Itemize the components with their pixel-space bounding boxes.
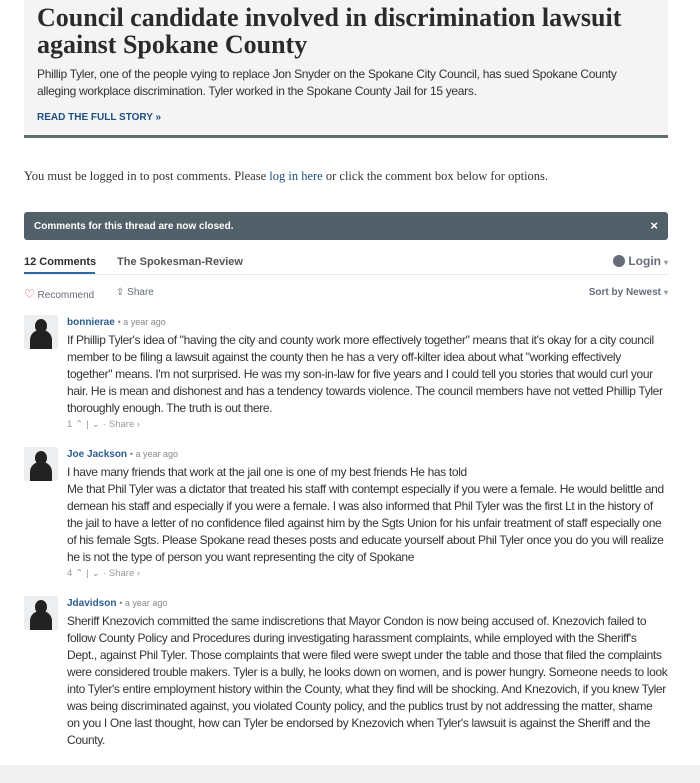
article-teaser <box>24 0 668 138</box>
comment-footer: 4 ⌃ | ⌄ · Share › <box>67 568 141 579</box>
login-note <box>24 168 700 184</box>
article-summary: Phillip Tyler, one of the people vying to replace Jon Snyder on the Spokane City Council, has sued Spokane County alleging workplace discrimination. Tyler worked in the Spokane County Jail for 15 years. <box>37 67 617 98</box>
comment-tabs <box>24 254 668 275</box>
comments-closed-text: Comments for this thread are now closed. <box>34 221 234 232</box>
recommend-label: Recommend <box>37 290 95 301</box>
comment-text: Sheriff Knezovich committed the same indiscretions that Mayor Condon is now being accused of. Knezovich failed to follow County Policy and Procedures during investigating harassment complaints, while employed with the Sheriff's Dept., against Phil Tyler. Those complaints that were filed were swept under the table and those that filed the complaints were considered trouble makers. Tyler is a bully, he looks down on women, and is power hungry. Someone needs to look into Tyler's entire employment history within the County, what they find will be shocking. And Knezovich, if you knew Tyler was being discriminated against, you violated County policy, and the publics trust by not addressing the matter, shame on you I One last thought, how can Tyler be endorsed by Knezovich when Tyler's lawsuit is against the Sheriff and the County. <box>67 614 668 747</box>
downvote-icon[interactable]: ⌄ <box>91 568 100 579</box>
article-title: Council candidate involved in discrimination lawsuit against Spokane County <box>37 3 622 59</box>
avatar[interactable] <box>24 447 58 481</box>
recommend-button[interactable] <box>24 287 94 301</box>
chevron-down-icon: ▾ <box>663 288 668 297</box>
vote-count: 4 <box>67 568 73 579</box>
avatar[interactable] <box>24 596 58 630</box>
log-in-link[interactable]: log in here <box>269 169 323 183</box>
login-label: Login <box>628 254 661 268</box>
login-button[interactable] <box>613 254 668 268</box>
comment-author[interactable]: bonnierae <box>67 317 115 328</box>
login-note-text-end: or click the comment box below for options. <box>322 169 549 183</box>
login-note-text: You must be logged in to post comments. Please <box>24 169 270 183</box>
close-icon[interactable]: × <box>650 218 658 233</box>
comment <box>24 315 668 431</box>
comments-closed-banner <box>24 212 668 240</box>
comment-text: If Phillip Tyler's idea of "having the city and county work more effectively together" means that it's okay for a city council member to be filing a lawsuit against the county then he has a very off-kilter idea about what "working effectively together" means. I'm not surprised. He was my son-in-law for five years and I could tell you stories that would curl your hair. He is mean and dishonest and has a tendency towards violence. The council members have not vetted Phillip Tyler thoroughly enough. The truth is out there. <box>67 333 663 415</box>
comment-share-link[interactable]: Share › <box>108 419 141 430</box>
active-tab-indicator <box>24 272 95 274</box>
upvote-icon[interactable]: ⌃ <box>75 568 84 579</box>
page-footer-band <box>0 765 700 783</box>
comment-footer: 1 ⌃ | ⌄ · Share › <box>67 419 141 430</box>
tab-community[interactable]: The Spokesman-Review <box>117 256 243 268</box>
heart-icon: ♡ <box>24 287 35 301</box>
comment-time[interactable]: • a year ago <box>129 449 179 459</box>
upvote-icon[interactable]: ⌃ <box>75 419 84 430</box>
share-button[interactable] <box>116 287 154 298</box>
comment-share-link[interactable]: Share › <box>108 568 141 579</box>
sort-label: Sort by Newest <box>588 287 661 298</box>
chat-bubble-icon <box>613 255 625 267</box>
comment-author[interactable]: Joe Jackson <box>67 449 128 460</box>
comment-time[interactable]: • a year ago <box>117 317 166 327</box>
avatar[interactable] <box>24 315 58 349</box>
share-label: Share <box>127 287 154 298</box>
chevron-down-icon: ▾ <box>663 258 668 267</box>
vote-count: 1 <box>67 419 73 430</box>
thread-actions <box>24 287 668 301</box>
comment-author[interactable]: Jdavidson <box>67 598 117 609</box>
comment-text: I have many friends that work at the jail one is one of my best friends He has told Me that Phil Tyler was a dictator that treated his staff with contempt especially if you were a female. He would belittle and demean his staff and especially if you were a female. I was also informed that Phil Tyler was the first Lt in the history of the jail to have a letter of no confidence filed against him by the Sgts Union for his unfair treatment of staff especially one of his female Sgts. Please Spokane read theses posts and educate yourself about Phil Tyler once you do you will realize he is not the type of person you want representing the city of Spokane <box>67 465 664 564</box>
comment-time[interactable]: • a year ago <box>119 598 168 608</box>
downvote-icon[interactable]: ⌄ <box>91 419 100 430</box>
read-full-story-link[interactable]: READ THE FULL STORY » <box>37 112 162 123</box>
tab-comments[interactable]: 12 Comments <box>24 256 97 268</box>
share-icon: ⇪ <box>116 287 125 298</box>
comment <box>24 447 668 580</box>
comment <box>24 596 668 749</box>
sort-dropdown[interactable] <box>589 287 668 298</box>
